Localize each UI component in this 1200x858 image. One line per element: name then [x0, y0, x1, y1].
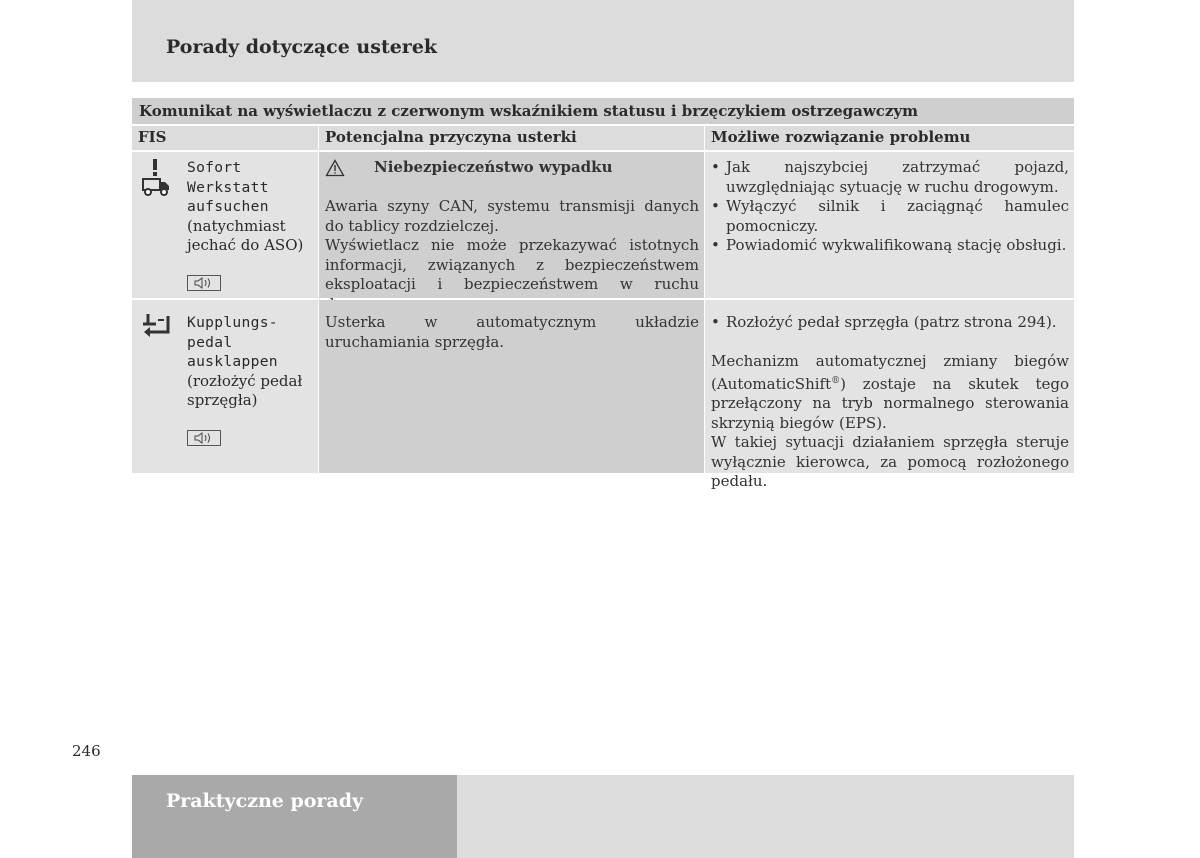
cause-paragraph: Awaria szyny CAN, systemu transmisji danych do tablicy rozdzielczej.: [325, 197, 699, 235]
solution-text-2: [705, 313, 1069, 492]
solution-note: W takiej sytuacji działaniem sprzęgła steruje wyłącznie kierowca, za pomocą rozłożonego pedału.: [711, 433, 1069, 490]
cause-text-1: [325, 158, 699, 314]
truck-warning-icon: [140, 157, 172, 197]
chapter-tab: [132, 775, 457, 858]
cause-heading: Niebezpieczeństwo wypadku: [374, 158, 613, 176]
solution-note-text: Mechanizm automatycznej zmiany biegów (AutomaticShift: [711, 352, 1069, 393]
fis-message-1: [187, 158, 312, 256]
solution-item: • Rozłożyć pedał sprzęgła (patrz strona 294).: [705, 313, 1069, 333]
fis-message-line: pedal: [187, 333, 233, 351]
solution-note-text: ) zostaje na skutek tego przełączony na tryb normalnego sterowania skrzynią biegów (EPS).: [711, 374, 1069, 432]
clutch-pedal-icon: [140, 312, 174, 340]
fis-translation: (natychmiast jechać do ASO): [187, 216, 304, 254]
column-header-fis: FIS: [132, 126, 318, 150]
fis-message-2: [187, 313, 312, 411]
chapter-title: Praktyczne porady: [166, 790, 364, 812]
fis-message-line: Werkstatt: [187, 178, 269, 196]
page-title: Porady dotyczące usterek: [166, 36, 438, 58]
column-header-cause: Potencjalna przyczyna usterki: [319, 126, 704, 150]
registered-mark: ®: [831, 375, 841, 386]
footer-band: [457, 775, 1074, 858]
fis-translation: (rozłożyć pedał sprzęgła): [187, 371, 303, 409]
fis-message-line: aufsuchen: [187, 198, 269, 215]
cause-paragraph: Usterka w automatycznym układzie uruchamiania sprzęgła.: [325, 313, 699, 351]
solution-item: • Jak najszybciej zatrzymać pojazd, uwzględniając sytuację w ruchu drogowym.: [705, 158, 1069, 197]
column-header-solution: Możliwe rozwiązanie problemu: [705, 126, 1074, 150]
solution-note: [705, 352, 1069, 433]
solution-item: • Powiadomić wykwalifikowaną stację obsługi.: [705, 236, 1069, 256]
speaker-icon: [187, 430, 221, 446]
fis-message-line: Kupplungs-: [187, 314, 278, 331]
page-number: 246: [72, 742, 101, 760]
table-caption: Komunikat na wyświetlaczu z czerwonym wskaźnikiem statusu i brzęczykiem ostrzegawczym: [132, 98, 1074, 124]
fis-message-line: Sofort: [187, 159, 242, 176]
fis-message-line: ausklappen: [187, 353, 278, 370]
solution-item: • Wyłączyć silnik i zaciągnąć hamulec pomocniczy.: [705, 197, 1069, 236]
solution-text-1: [705, 158, 1069, 256]
warning-triangle-icon: [325, 159, 345, 177]
speaker-icon: [187, 275, 221, 291]
cause-paragraph: Wyświetlacz nie może przekazywać istotnych informacji, związanych z bezpieczeństwem eksploatacji i bezpieczeństwem w ruchu: [325, 236, 699, 293]
